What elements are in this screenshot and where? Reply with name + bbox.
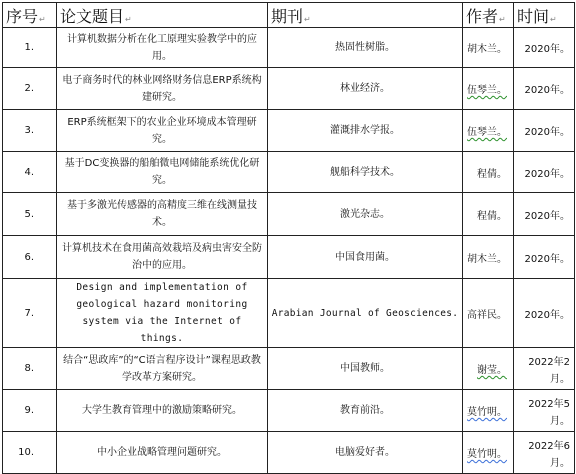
row-no: 8. [3, 348, 57, 390]
row-journal: 电脑爱好者。 [268, 432, 463, 474]
row-title: 计算机技术在食用菌高效栽培及病虫害安全防治中的应用。 [57, 236, 268, 279]
row-journal: 激光杂志。 [268, 193, 463, 236]
row-time: 2022年2月。 [514, 348, 575, 390]
row-author: 莫竹明。 [463, 390, 514, 432]
table-row [3, 236, 575, 279]
row-author: 高祥民。 [463, 279, 514, 348]
row-title: 大学生教育管理中的激励策略研究。 [57, 390, 268, 432]
header-row [3, 3, 575, 28]
header-title: 论文题目↵ [57, 3, 268, 28]
row-no: 10. [3, 432, 57, 474]
row-author: 程倩。 [463, 193, 514, 236]
row-journal: 灌溉排水学报。 [268, 110, 463, 152]
row-no: 9. [3, 390, 57, 432]
row-author: 胡木兰。 [463, 28, 514, 68]
header-journal: 期刊↵ [268, 3, 463, 28]
table-row [3, 68, 575, 110]
table-row [3, 152, 575, 193]
table-row [3, 348, 575, 390]
row-title: 基于多激光传感器的高精度三维在线测量技术。 [57, 193, 268, 236]
row-title: 计算机数据分析在化工原理实验教学中的应用。 [57, 28, 268, 68]
table-row [3, 390, 575, 432]
row-journal: 中国教师。 [268, 348, 463, 390]
row-journal: 热固性树脂。 [268, 28, 463, 68]
row-title: 基于DC变换器的船舶微电网储能系统优化研究。 [57, 152, 268, 193]
row-author: 莫竹明。 [463, 432, 514, 474]
row-journal: 教育前沿。 [268, 390, 463, 432]
row-journal: 中国食用菌。 [268, 236, 463, 279]
row-author: 胡木兰。 [463, 236, 514, 279]
table-row [3, 279, 575, 348]
row-time: 2022年6月。 [514, 432, 575, 474]
row-author: 程倩。 [463, 152, 514, 193]
row-journal: 舰船科学技术。 [268, 152, 463, 193]
row-time: 2020年。 [514, 152, 575, 193]
row-author: 谢莹。 [463, 348, 514, 390]
row-time: 2022年5月。 [514, 390, 575, 432]
row-journal: 林业经济。 [268, 68, 463, 110]
table-row [3, 432, 575, 474]
row-no: 4. [3, 152, 57, 193]
header-author: 作者↵ [463, 3, 514, 28]
row-time: 2020年。 [514, 68, 575, 110]
row-title: ERP系统框架下的农业企业环境成本管理研究。 [57, 110, 268, 152]
row-time: 2020年。 [514, 279, 575, 348]
paper-list-table [2, 2, 575, 474]
row-no: 7. [3, 279, 57, 348]
row-time: 2020年。 [514, 193, 575, 236]
table-row [3, 110, 575, 152]
table-row [3, 28, 575, 68]
row-time: 2020年。 [514, 236, 575, 279]
row-title: 中小企业战略管理问题研究。 [57, 432, 268, 474]
row-journal: Arabian Journal of Geosciences. [268, 279, 463, 348]
row-time: 2020年。 [514, 110, 575, 152]
row-author: 伍琴兰。 [463, 68, 514, 110]
header-time: 时间↵ [514, 3, 575, 28]
row-no: 2. [3, 68, 57, 110]
row-title: 电子商务时代的林业网络财务信息ERP系统构建研究。 [57, 68, 268, 110]
row-no: 1. [3, 28, 57, 68]
row-time: 2020年。 [514, 28, 575, 68]
row-title: Design and implementation of geological hazard monitoring system via the Internet of things. [57, 279, 268, 348]
row-no: 5. [3, 193, 57, 236]
table-row [3, 193, 575, 236]
row-no: 3. [3, 110, 57, 152]
header-no: 序号↵ [3, 3, 57, 28]
row-author: 伍琴兰。 [463, 110, 514, 152]
row-title: 结合“思政库”的“C语言程序设计”课程思政教学改革方案研究。 [57, 348, 268, 390]
row-no: 6. [3, 236, 57, 279]
